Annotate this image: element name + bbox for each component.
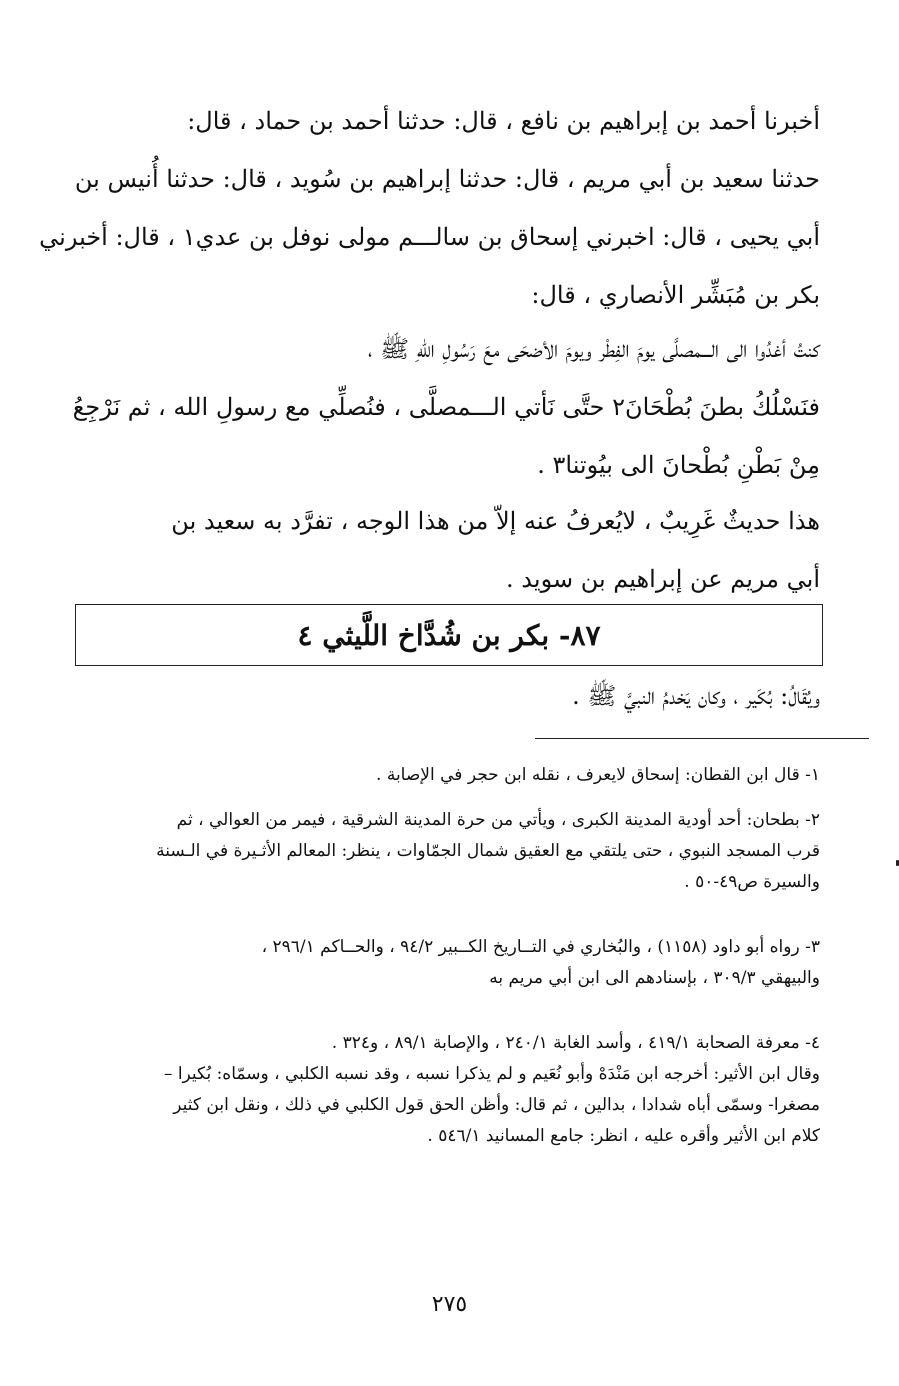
text-line: هذا حديثٌ غَرِيبٌ ، لايُعرفُ عنه إلاّ من هذا الوجه ، تفرَّد به سعيد بن (171, 507, 820, 535)
footnote-line: ٤- معرفة الصحابة ٤١٩/١ ، وأسد الغابة ٢٤٠/١ ، والإصابة ٨٩/١ ، و٣٢٤ . (331, 1033, 820, 1053)
footnote-divider (535, 738, 869, 739)
footnote-line: ٣- رواه أبو داود (١١٥٨) ، والبُخاري في التــاريخ الكــبير ٩٤/٢ ، والحــاكم ٢٩٦/١ ، (261, 937, 820, 957)
footnote-line: قرب المسجد النبوي ، حتى يلتقي مع العقيق شمال الجمّاوات ، ينظر: المعالم الأثـيرة في الـسنة (156, 841, 820, 861)
text-line: مِنْ بَطْنِ بُطْحانَ الى بيُوتنا٣ . (537, 451, 820, 479)
text-line: أبي مريم عن إبراهيم بن سويد . (506, 565, 820, 593)
footnote-4 (80, 1028, 820, 1152)
section-subline: ويُقَالُ: بُكَير ، وكان يَخدمُ النبيَّ ﷺ . (572, 682, 820, 710)
page-number: ٢٧٥ (431, 1292, 468, 1317)
commentary-paragraph (80, 492, 820, 608)
section-heading-text: ٨٧- بكر بن شُدَّاخ اللَّيثي ٤ (297, 618, 601, 652)
footnote-line: ٢- بطحان: أحد أودية المدينة الكبرى ، ويأتي من حرة المدينة الشرقية ، فيمر من العوالي ، ثم (176, 810, 820, 830)
text-line: كنتُ أغدُوا الى الـــمصلَّى يومَ الفِطْر ويومَ الأضحَى معَ رَسُولِ اللهِ ﷺ ، (367, 335, 820, 363)
text-line: أخبرنا أحمد بن إبراهيم بن نافع ، قال: حدثنا أحمد بن حماد ، قال: (187, 107, 820, 135)
section-heading (75, 604, 823, 666)
footnote-3 (80, 932, 820, 994)
text-line: فنَسْلُكُ بطنَ بُطْحَانَ٢ حتَّى نَأتي الـــمصلَّى ، فنُصلِّي مع رسولِ الله ، ثم نَرْجِعُ (72, 393, 820, 421)
hadith-text-paragraph (72, 320, 820, 494)
footnote-line: مصغرا- وسمّى أباه شدادا ، بدالين ، ثم قال: وأظن الحق قول الكلبي في ذلك ، ونقل ابن كثير (173, 1095, 820, 1115)
isnad-paragraph (39, 92, 820, 324)
text-line: بكر بن مُبَشِّر الأنصاري ، قال: (531, 281, 820, 309)
footnote-1 (80, 760, 820, 791)
footnote-line: ١- قال ابن القطان: إسحاق لايعرف ، نقله ابن حجر في الإصابة . (376, 765, 820, 785)
footnote-line: كلام ابن الأثير وأقره عليه ، انظر: جامع المسانيد ٥٤٦/١ . (427, 1126, 820, 1146)
footnote-2 (80, 805, 820, 898)
text-line: أبي يحيى ، قال: اخبرني إسحاق بن سالـــم مولى نوفل بن عدي١ ، قال: أخبرني (39, 223, 820, 251)
footnote-line: والسيرة ص٤٩-٥٠ . (684, 872, 820, 892)
footnote-line: والبيهقي ٣٠٩/٣ ، بإسنادهم الى ابن أبي مريم به (489, 968, 820, 988)
text-line: حدثنا سعيد بن أبي مريم ، قال: حدثنا إبراهيم بن سُويد ، قال: حدثنا أُنيس بن (74, 165, 820, 193)
footnote-line: وقال ابن الأثير: أخرجه ابن مَنْدَهْ وأبو نُعَيم و لم يذكرا نسبه ، وقد نسبه الكلبي ، وسمّاه: بُكيرا – (163, 1064, 820, 1084)
